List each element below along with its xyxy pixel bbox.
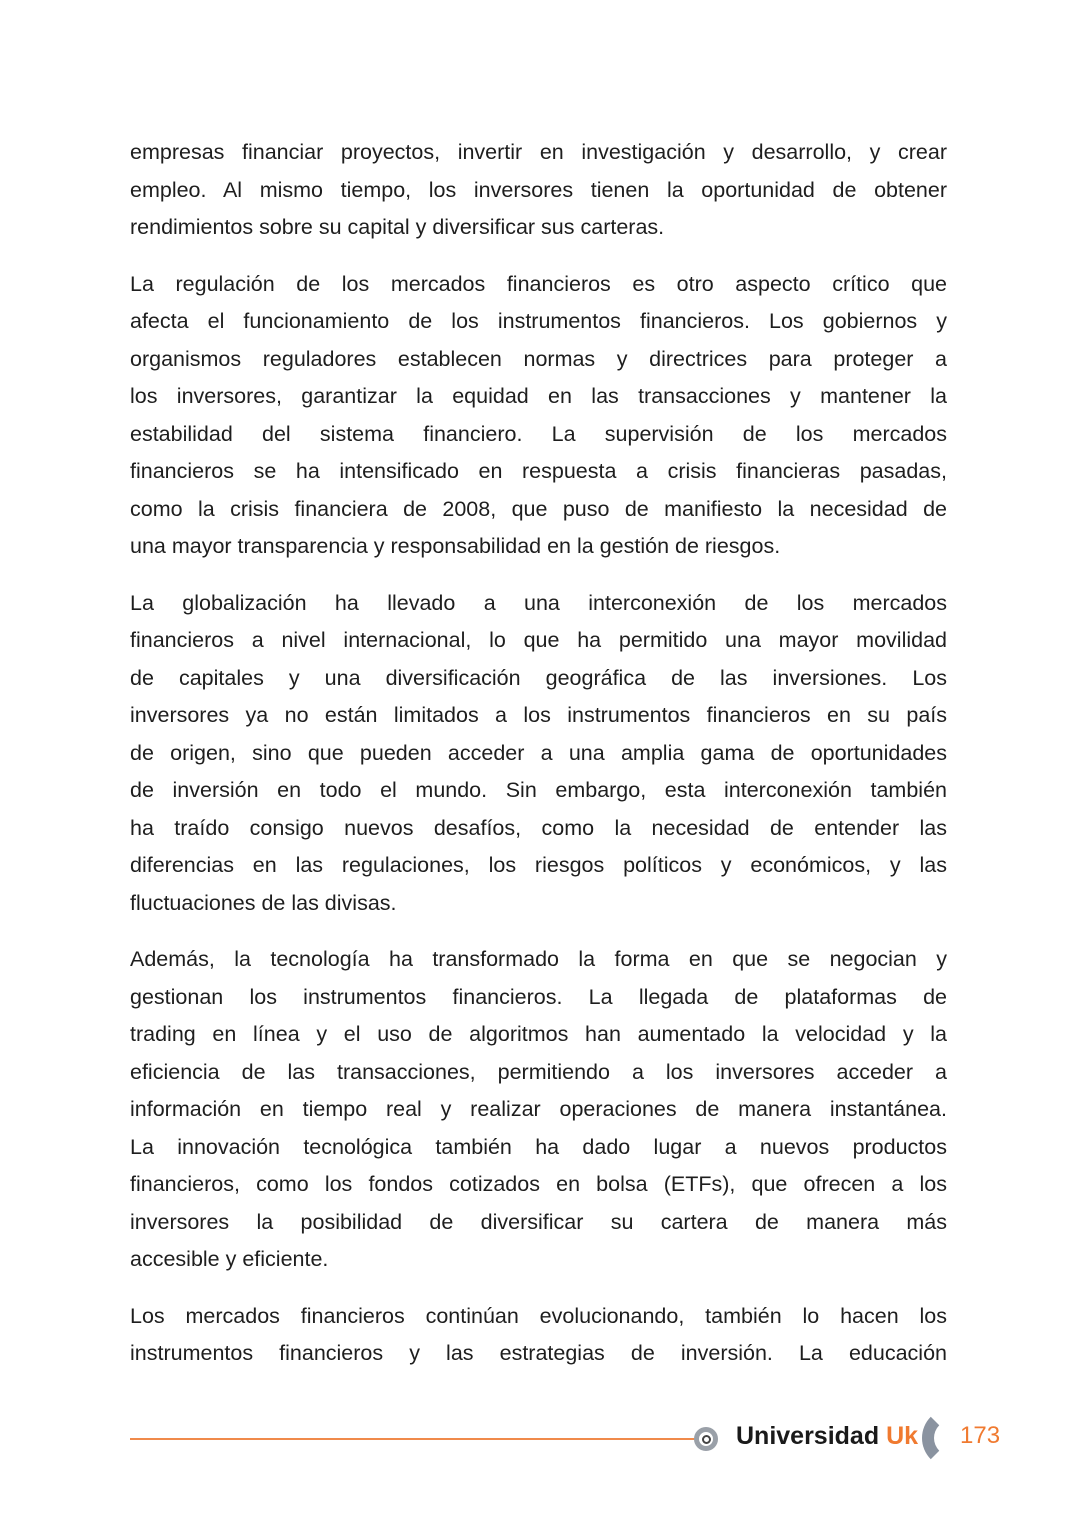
body-text xyxy=(130,134,947,1392)
text-line: accesible y eficiente. xyxy=(130,1247,329,1271)
text-line: estabilidad del sistema financiero. La supervisión de los mercados xyxy=(130,421,947,446)
text-line: empresas financiar proyectos, invertir en investigación y desarrollo, y crear xyxy=(130,140,947,164)
paragraph xyxy=(130,134,947,247)
text-line: afecta el funcionamiento de los instrumentos financieros. Los gobiernos y xyxy=(130,309,947,333)
brand-accent: Uk xyxy=(886,1422,919,1450)
text-line: rendimientos sobre su capital y diversificar sus carteras. xyxy=(130,215,665,239)
text-line: organismos reguladores establecen normas y directrices para proteger a xyxy=(130,346,947,371)
text-line: inversores la posibilidad de diversificar su cartera de manera más xyxy=(130,1209,947,1234)
text-line: de capitales y una diversificación geográfica de las inversiones. Los xyxy=(130,665,947,690)
text-line: La regulación de los mercados financieros es otro aspecto crítico que xyxy=(130,271,947,296)
text-line: Además, la tecnología ha transformado la forma en que se negocian y xyxy=(130,947,947,971)
text-line: La innovación tecnológica también ha dado lugar a nuevos productos xyxy=(130,1134,947,1159)
text-line: Los mercados financieros continúan evolucionando, también lo hacen los xyxy=(130,1303,947,1328)
text-line: financieros a nivel internacional, lo que ha permitido una mayor movilidad xyxy=(130,628,947,652)
brand-name: Universidad xyxy=(736,1422,880,1450)
footer-brand xyxy=(736,1422,918,1451)
text-line: inversores ya no están limitados a los instrumentos financieros en su país xyxy=(130,703,947,727)
text-line: de inversión en todo el mundo. Sin embargo, esta interconexión también xyxy=(130,778,947,802)
text-line: los inversores, garantizar la equidad en las transacciones y mantener la xyxy=(130,384,947,408)
text-line: financieros, como los fondos cotizados en bolsa (ETFs), que ofrecen a los xyxy=(130,1172,947,1196)
text-line: ha traído consigo nuevos desafíos, como la necesidad de entender las xyxy=(130,815,947,840)
paragraph xyxy=(130,585,947,923)
page-number: 173 xyxy=(960,1422,1001,1449)
text-line: La globalización ha llevado a una interconexión de los mercados xyxy=(130,590,947,615)
paragraph xyxy=(130,266,947,566)
text-line: gestionan los instrumentos financieros. La llegada de plataformas de xyxy=(130,984,947,1009)
text-line: una mayor transparencia y responsabilidad en la gestión de riesgos. xyxy=(130,534,781,558)
text-line: eficiencia de las transacciones, permitiendo a los inversores acceder a xyxy=(130,1059,947,1084)
text-line: fluctuaciones de las divisas. xyxy=(130,890,397,915)
text-line: financieros se ha intensificado en respuesta a crisis financieras pasadas, xyxy=(130,459,947,483)
ring-icon xyxy=(694,1427,718,1451)
text-line: diferencias en las regulaciones, los riesgos políticos y económicos, y las xyxy=(130,853,947,877)
paragraph xyxy=(130,941,947,1279)
text-line: información en tiempo real y realizar operaciones de manera instantánea. xyxy=(130,1097,947,1121)
text-line: empleo. Al mismo tiempo, los inversores tienen la oportunidad de obtener xyxy=(130,177,947,202)
text-line: de origen, sino que pueden acceder a una amplia gama de oportunidades xyxy=(130,740,947,765)
text-line: como la crisis financiera de 2008, que puso de manifiesto la necesidad de xyxy=(130,496,947,521)
footer-divider xyxy=(130,1438,695,1440)
text-line: trading en línea y el uso de algoritmos han aumentado la velocidad y la xyxy=(130,1022,947,1046)
text-line: instrumentos financieros y las estrategias de inversión. La educación xyxy=(130,1341,947,1365)
paragraph xyxy=(130,1298,947,1373)
